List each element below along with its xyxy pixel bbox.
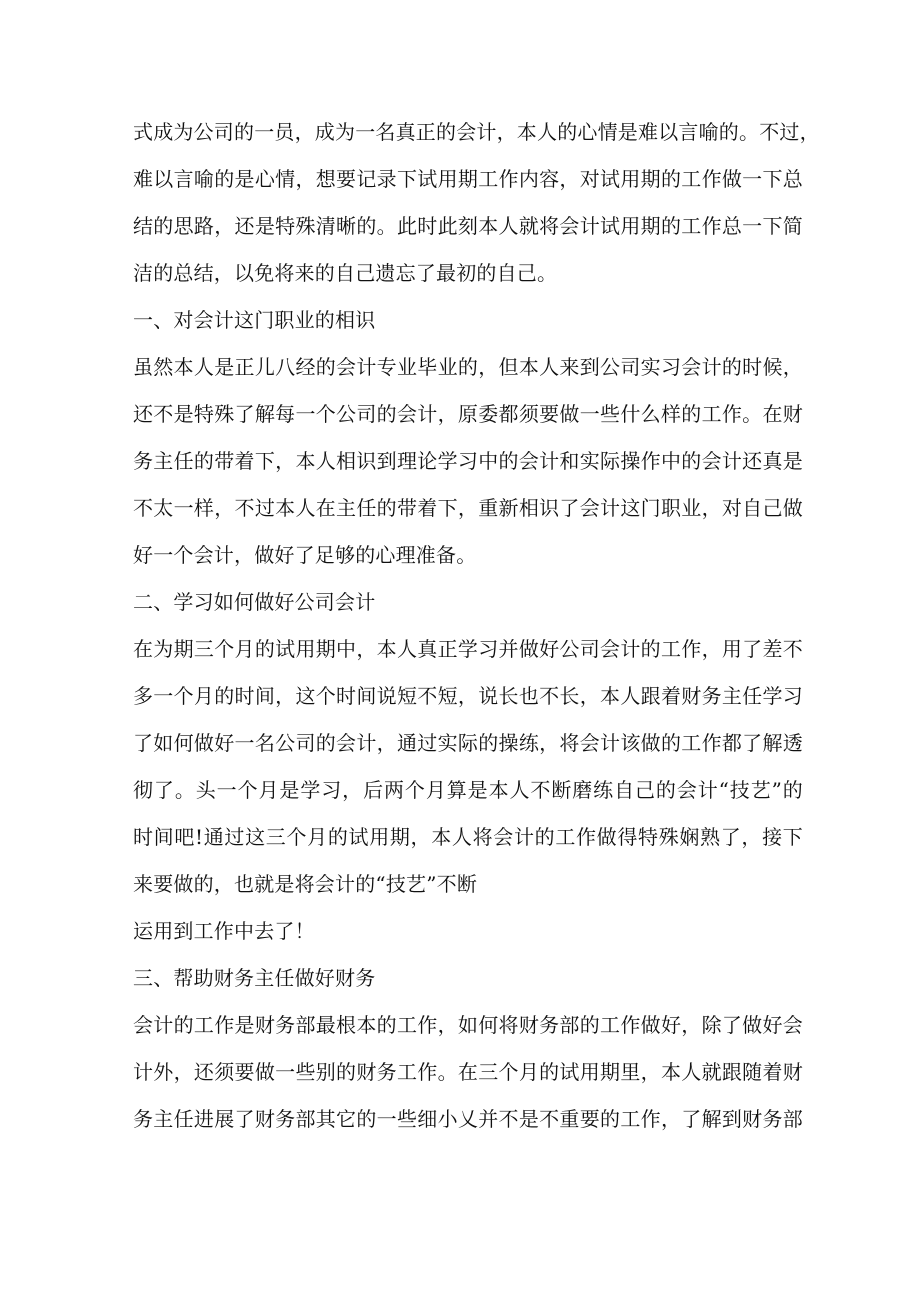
text-line: 难以言喻的是心情，想要记录下试用期工作内容，对试用期的工作做一下总 [133, 167, 803, 191]
text-line: 好一个会计，做好了足够的心理准备。 [133, 543, 477, 567]
text-line: 多一个月的时间，这个时间说短不短，说长也不长，本人跟着财务主任学习 [133, 684, 803, 708]
paragraph-continuation [133, 908, 803, 955]
heading-text: 二、学习如何做好公司会计 [133, 590, 376, 614]
text-line: 彻了。头一个月是学习，后两个月算是本人不断磨练自己的会计“技艺”的 [133, 778, 803, 802]
heading-text: 一、对会计这门职业的相识 [133, 308, 376, 332]
paragraph-section-2 [133, 626, 803, 908]
paragraph-section-1 [133, 344, 803, 579]
document-body [133, 109, 820, 1143]
text-line: 计外，还须要做一些别的财务工作。在三个月的试用期里，本人就跟随着财 [133, 1060, 803, 1084]
text-line: 运用到工作中去了！ [133, 919, 315, 943]
text-line: 了如何做好一名公司的会计，通过实际的操练，将会计该做的工作都了解透 [133, 731, 803, 755]
text-line: 务主任进展了财务部其它的一些细小乂并不是不重要的工作，了解到财务部 [133, 1107, 803, 1131]
text-line: 在为期三个月的试用期中，本人真正学习并做好公司会计的工作，用了差不 [133, 637, 803, 661]
section-heading-2 [133, 579, 803, 626]
text-line: 务主任的带着下，本人相识到理论学习中的会计和实际操作中的会计还真是 [133, 449, 803, 473]
text-line: 来要做的，也就是将会计的“技艺”不断 [133, 872, 478, 896]
text-line: 会计的工作是财务部最根本的工作，如何将财务部的工作做好，除了做好会 [133, 1013, 803, 1037]
text-line: 不太一样，不过本人在主任的带着下，重新相识了会计这门职业，对自己做 [133, 496, 803, 520]
text-line: 虽然本人是正儿八经的会计专业毕业的，但本人来到公司实习会计的时候， [133, 355, 803, 379]
heading-text: 三、帮助财务主任做好财务 [133, 966, 376, 990]
section-heading-3 [133, 955, 803, 1002]
text-line: 时间吧!通过这三个月的试用期，本人将会计的工作做得特殊娴熟了，接下 [133, 825, 803, 849]
text-line: 结的思路，还是特殊清晰的。此时此刻本人就将会计试用期的工作总一下简 [133, 214, 803, 238]
section-heading-1 [133, 297, 803, 344]
paragraph-section-3 [133, 1002, 803, 1143]
text-line: 还不是特殊了解每一个公司的会计，原委都须要做一些什么样的工作。在财 [133, 402, 803, 426]
paragraph-intro [133, 109, 820, 297]
text-line: 洁的总结，以免将来的自己遗忘了最初的自己。 [133, 261, 558, 285]
text-line: 式成为公司的一员，成为一名真正的会计，本人的心情是难以言喻的。不过， [133, 120, 820, 144]
